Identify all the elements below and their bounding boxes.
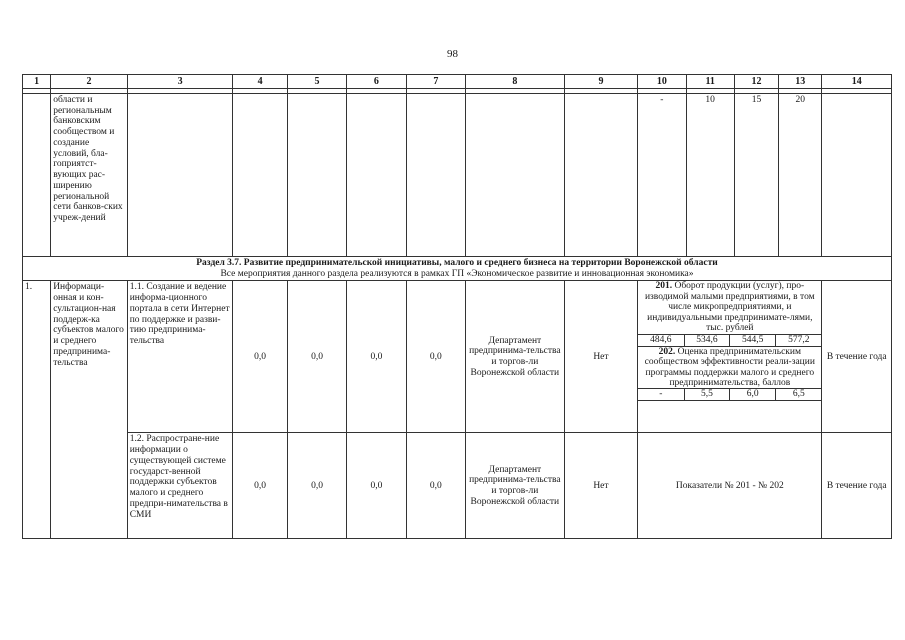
funding-flag: Нет bbox=[564, 281, 638, 433]
col-num: 5 bbox=[287, 75, 346, 89]
col-num: 13 bbox=[779, 75, 822, 89]
indicator-value: 6,5 bbox=[776, 389, 822, 401]
row-number: 1. bbox=[23, 281, 51, 539]
funding-value: 0,0 bbox=[233, 281, 287, 433]
department: Департамент предпринима-тельства и торгов-ли Воронежской области bbox=[466, 281, 565, 433]
col-num: 9 bbox=[564, 75, 638, 89]
col-num: 2 bbox=[51, 75, 128, 89]
continuation-text: области и региональным банковским сообществом и создание условий, бла-гоприятст-вующих рас-ширению региональной сети банков-ских учреж-дений bbox=[51, 94, 128, 257]
measure-text: 1.1. Создание и ведение информа-ционного портала в сети Интернет по поддержке и разви-тию предпринима-тельства bbox=[127, 281, 233, 433]
term: В течение года bbox=[822, 281, 892, 433]
col-num: 6 bbox=[347, 75, 406, 89]
indicator-value: 5,5 bbox=[684, 389, 730, 401]
measure-row-1-1 bbox=[23, 281, 892, 433]
funding-value: 0,0 bbox=[287, 433, 346, 539]
continuation-row bbox=[23, 94, 892, 257]
funding-value: 0,0 bbox=[233, 433, 287, 539]
indicator-value: 544,5 bbox=[730, 334, 776, 346]
col-num: 11 bbox=[686, 75, 734, 89]
col-num: 4 bbox=[233, 75, 287, 89]
cont-value: 10 bbox=[686, 94, 734, 257]
funding-value: 0,0 bbox=[406, 281, 465, 433]
cont-value: 20 bbox=[779, 94, 822, 257]
measure-group-name: Информаци-онная и кон-сультацион-ная поддерж-ка субъектов малого и среднего предпринима-тельства bbox=[51, 281, 128, 539]
indicator-value: 6,0 bbox=[730, 389, 776, 401]
indicator-202-number: 202. bbox=[658, 346, 676, 357]
indicator-201-label: Оборот продукции (услуг), про-изводимой малыми предприятиями, в том числе микропредприятиями, и индивидуальными предпринимате-лями, тыс. рублей bbox=[644, 281, 815, 334]
program-table bbox=[22, 74, 892, 539]
cont-value: - bbox=[638, 94, 686, 257]
indicators-cell bbox=[638, 281, 822, 433]
funding-value: 0,0 bbox=[347, 281, 406, 433]
measure-row-1-2 bbox=[23, 433, 892, 539]
indicator-value: 577,2 bbox=[776, 334, 822, 346]
column-number-row bbox=[23, 75, 892, 89]
col-num: 3 bbox=[127, 75, 233, 89]
indicator-value: - bbox=[638, 389, 684, 401]
col-num: 1 bbox=[23, 75, 51, 89]
col-num: 14 bbox=[822, 75, 892, 89]
funding-value: 0,0 bbox=[287, 281, 346, 433]
page-number: 98 bbox=[447, 48, 458, 60]
indicator-201-text bbox=[638, 281, 821, 334]
funding-value: 0,0 bbox=[406, 433, 465, 539]
indicators-reference: Показатели № 201 - № 202 bbox=[638, 433, 822, 539]
cont-value: 15 bbox=[734, 94, 778, 257]
indicator-value: 534,6 bbox=[684, 334, 730, 346]
col-num: 10 bbox=[638, 75, 686, 89]
col-num: 8 bbox=[466, 75, 565, 89]
indicator-202-label: Оценка предпринимательским сообществом эффективности реали-зации программы поддержки малого и среднего предпринимательства, баллов bbox=[644, 346, 815, 388]
section-subtitle: Все мероприятия данного раздела реализуются в рамках ГП «Экономическое развитие и инновационная экономика» bbox=[220, 268, 694, 279]
measure-text: 1.2. Распростране-ние информации о существующей системе государст-венной поддержки субъектов малого и среднего предпри-нимательства в СМИ bbox=[127, 433, 233, 539]
section-row bbox=[23, 257, 892, 281]
term: В течение года bbox=[822, 433, 892, 539]
indicator-202-text bbox=[638, 346, 821, 389]
funding-value: 0,0 bbox=[347, 433, 406, 539]
section-title: Раздел 3.7. Развитие предпринимательской инициативы, малого и среднего бизнеса на территории Воронежской области bbox=[196, 258, 718, 268]
col-num: 12 bbox=[734, 75, 778, 89]
indicators-table bbox=[638, 281, 821, 401]
funding-flag: Нет bbox=[564, 433, 638, 539]
col-num: 7 bbox=[406, 75, 465, 89]
indicator-value: 484,6 bbox=[638, 334, 684, 346]
department: Департамент предпринима-тельства и торгов-ли Воронежской области bbox=[466, 433, 565, 539]
indicator-201-number: 201. bbox=[655, 281, 673, 292]
